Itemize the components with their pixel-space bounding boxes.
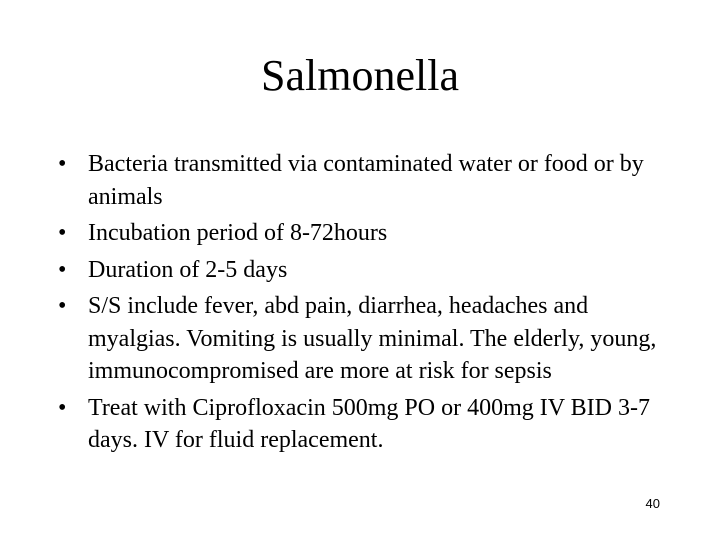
- bullet-item: [58, 392, 668, 457]
- slide-title: Salmonella: [261, 51, 459, 100]
- bullet-text: S/S include fever, abd pain, diarrhea, headaches and myalgias. Vomiting is usually minimal. The elderly, young, immunocompromised are more at risk for sepsis: [88, 293, 657, 384]
- bullet-list: [58, 148, 668, 461]
- bullet-point-icon: •: [58, 151, 67, 177]
- bullet-text: Treat with Ciprofloxacin 500mg PO or 400mg IV BID 3-7 days. IV for fluid replacement.: [88, 394, 650, 453]
- bullet-item: [58, 254, 668, 287]
- bullet-item: [58, 290, 668, 388]
- bullet-point-icon: •: [58, 394, 67, 421]
- bullet-item: [58, 217, 668, 250]
- bullet-point-icon: •: [58, 293, 67, 319]
- bullet-point-icon: •: [58, 256, 67, 283]
- bullet-text: Duration of 2-5 days: [88, 256, 288, 283]
- page-number: 40: [645, 496, 660, 511]
- bullet-text: Incubation period of 8-72hours: [88, 220, 388, 246]
- bullet-point-icon: •: [58, 220, 67, 246]
- bullet-text: Bacteria transmitted via contaminated water or food or by animals: [88, 151, 644, 210]
- bullet-item: [58, 148, 668, 213]
